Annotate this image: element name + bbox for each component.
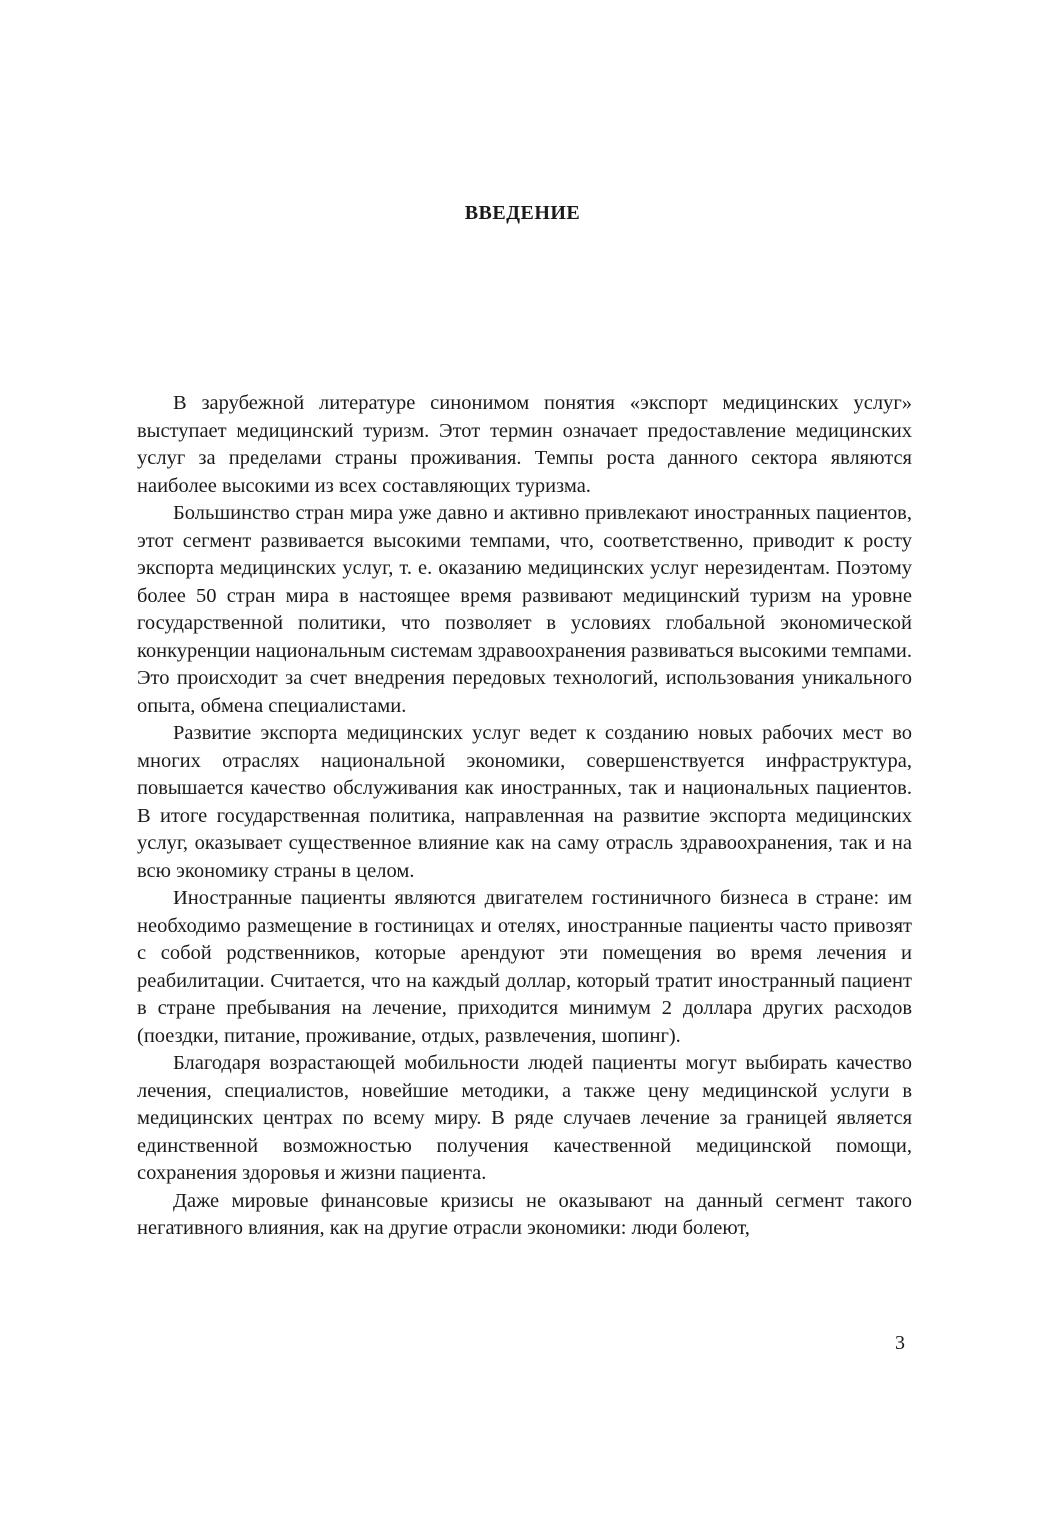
paragraph-1: В зарубежной литературе синонимом понятия «экспорт медицинских услуг» выступает медицинский туризм. Этот термин означает предоставление медицинских услуг за пределами страны проживания. Темпы роста данного сектора являются наиболее высокими из всех составляющих туризма. — [137, 392, 912, 497]
page-number: 3 — [895, 1332, 905, 1354]
page-title: ВВЕДЕНИЕ — [464, 202, 581, 224]
paragraph-6: Даже мировые финансовые кризисы не оказывают на данный сегмент такого негативного влияния, как на другие отрасли экономики: люди болеют, — [137, 1189, 912, 1239]
body-text — [137, 390, 912, 1243]
paragraph-4: Иностранные пациенты являются двигателем гостиничного бизнеса в стране: им необходимо размещение в гостиницах и отелях, иностранные пациенты часто привозят с собой родственников, которые арендуют эти помещения во время лечения и реабилитации. Считается, что на каждый доллар, который тратит иностранный пациент в стране пребывания на лечение, приходится минимум 2 доллара других расходов (поездки, питание, проживание, отдых, развлечения, шопинг). — [137, 887, 912, 1047]
paragraph-2: Большинство стран мира уже давно и активно привлекают иностранных пациентов, этот сегмент развивается высокими темпами, что, соответственно, приводит к росту экспорта медицинских услуг, т. е. оказанию медицинских услуг нерезидентам. Поэтому более 50 стран мира в настоящее время развивают медицинский туризм на уровне государственной политики, что позволяет в условиях глобальной экономической конкуренции национальным системам здравоохранения развиваться высокими темпами. Это происходит за счет внедрения передовых технологий, использования уникального опыта, обмена специалистами. — [137, 502, 912, 717]
paragraph-5: Благодаря возрастающей мобильности людей пациенты могут выбирать качество лечения, специалистов, новейшие методики, а также цену медицинской услуги в медицинских центрах по всему миру. В ряде случаев лечение за границей является единственной возможностью получения качественной медицинской помощи, сохранения здоровья и жизни пациента. — [137, 1052, 912, 1184]
paragraph-3: Развитие экспорта медицинских услуг ведет к созданию новых рабочих мест во многих отраслях национальной экономики, совершенствуется инфраструктура, повышается качество обслуживания как иностранных, так и национальных пациентов. В итоге государственная политика, направленная на развитие экспорта медицинских услуг, оказывает существенное влияние как на саму отрасль здравоохранения, так и на всю экономику страны в целом. — [137, 722, 912, 882]
